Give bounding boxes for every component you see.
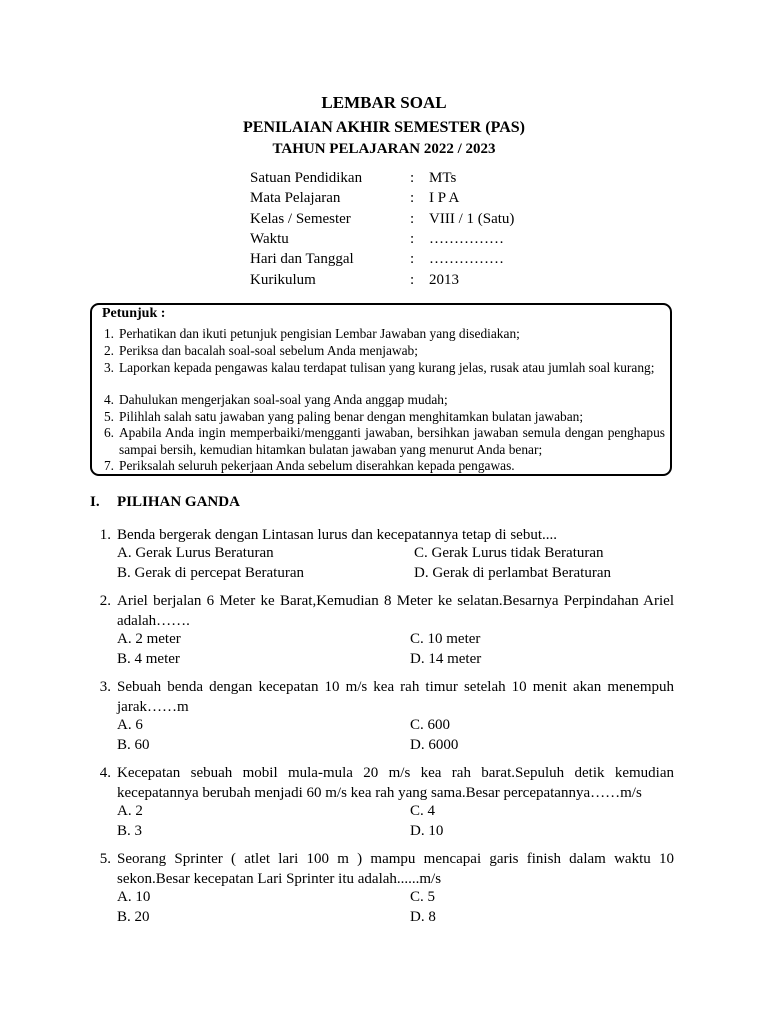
instruction-number: 1. [103, 326, 114, 341]
instruction-number: 6. [103, 425, 114, 440]
option-c: C. 10 meter [410, 631, 481, 647]
option-a: A. 6 [117, 717, 143, 733]
academic-year: TAHUN PELAJARAN 2022 / 2023 [272, 141, 496, 157]
instruction-number: 4. [103, 392, 114, 407]
option-d: D. 14 meter [410, 651, 482, 667]
question-number: 3. [99, 679, 111, 695]
instruction-number: 3. [103, 360, 114, 375]
info-label: Satuan Pendidikan [250, 170, 363, 186]
question-number: 1. [99, 527, 111, 543]
instruction-text: Apabila Anda ingin memperbaiki/mengganti jawaban, bersihkan jawaban semula dengan penghapus sampai bersih, kemudian hitamkan bulatan jawaban yang menurut Anda benar; [119, 425, 665, 457]
info-value: MTs [429, 170, 457, 186]
question-text: Ariel berjalan 6 Meter ke Barat,Kemudian 8 Meter ke selatan.Besarnya Perpindahan Ariel adalah……. [117, 593, 674, 629]
info-value: …………… [429, 251, 504, 267]
info-colon: : [410, 272, 415, 288]
question-text: Seorang Sprinter ( atlet lari 100 m ) mampu mencapai garis finish dalam waktu 10 sekon.Besar kecepatan Lari Sprinter itu adalah......m/s [117, 851, 674, 887]
info-label: Hari dan Tanggal [250, 251, 354, 267]
info-label: Mata Pelajaran [250, 190, 341, 206]
page-subtitle: PENILAIAN AKHIR SEMESTER (PAS) [243, 119, 525, 136]
question-number: 2. [99, 593, 111, 609]
option-c: C. 600 [410, 717, 451, 733]
instruction-number: 2. [103, 343, 114, 358]
option-b: B. 20 [117, 909, 150, 925]
info-colon: : [410, 211, 415, 227]
question-number: 4. [99, 765, 111, 781]
instruction-text: Periksa dan bacalah soal-soal sebelum Anda menjawab; [119, 343, 418, 358]
instruction-text: Periksalah seluruh pekerjaan Anda sebelum diserahkan kepada pengawas. [119, 458, 515, 473]
option-b: B. 60 [117, 737, 150, 753]
section-title: PILIHAN GANDA [117, 494, 240, 510]
option-a: A. Gerak Lurus Beraturan [117, 545, 274, 561]
info-label: Kelas / Semester [250, 211, 351, 227]
option-c: C. 5 [410, 889, 436, 905]
option-a: A. 2 meter [117, 631, 181, 647]
instruction-text: Pilihlah salah satu jawaban yang paling benar dengan menghitamkan bulatan jawaban; [119, 409, 584, 424]
option-a: A. 2 [117, 803, 143, 819]
option-b: B. 4 meter [117, 651, 180, 667]
question-text: Benda bergerak dengan Lintasan lurus dan kecepatannya tetap di sebut.... [117, 527, 557, 543]
question-text: Sebuah benda dengan kecepatan 10 m/s kea rah timur setelah 10 menit akan menempuh jarak……m [117, 679, 674, 715]
info-colon: : [410, 251, 415, 267]
info-colon: : [410, 170, 415, 186]
option-b: B. 3 [117, 823, 143, 839]
question-text: Kecepatan sebuah mobil mula-mula 20 m/s kea rah barat.Sepuluh detik kemudian kecepatannya berubah menjadi 60 m/s kea rah yang sama.Besar percepatannya……m/s [117, 765, 674, 801]
option-d: D. Gerak di perlambat Beraturan [414, 565, 611, 581]
instructions-title: Petunjuk : [102, 306, 166, 321]
section-number: I. [90, 494, 100, 510]
instruction-text: Perhatikan dan ikuti petunjuk pengisian Lembar Jawaban yang disediakan; [119, 326, 520, 341]
instruction-text: Dahulukan mengerjakan soal-soal yang Anda anggap mudah; [119, 392, 448, 407]
option-b: B. Gerak di percepat Beraturan [117, 565, 304, 581]
option-a: A. 10 [117, 889, 151, 905]
option-c: C. Gerak Lurus tidak Beraturan [414, 545, 604, 561]
instruction-text: Laporkan kepada pengawas kalau terdapat tulisan yang kurang jelas, rusak atau jumlah soal kurang; [119, 360, 655, 375]
info-value: I P A [429, 190, 460, 206]
option-d: D. 6000 [410, 737, 459, 753]
option-d: D. 8 [410, 909, 436, 925]
info-value: …………… [429, 231, 504, 247]
info-label: Kurikulum [250, 272, 316, 288]
info-colon: : [410, 190, 415, 206]
instruction-number: 7. [103, 458, 114, 473]
info-value: VIII / 1 (Satu) [429, 211, 515, 227]
info-label: Waktu [250, 231, 289, 247]
instruction-number: 5. [103, 409, 114, 424]
question-number: 5. [99, 851, 111, 867]
option-c: C. 4 [410, 803, 436, 819]
info-value: 2013 [429, 272, 459, 288]
info-colon: : [410, 231, 415, 247]
option-d: D. 10 [410, 823, 444, 839]
page-title: LEMBAR SOAL [321, 93, 447, 112]
